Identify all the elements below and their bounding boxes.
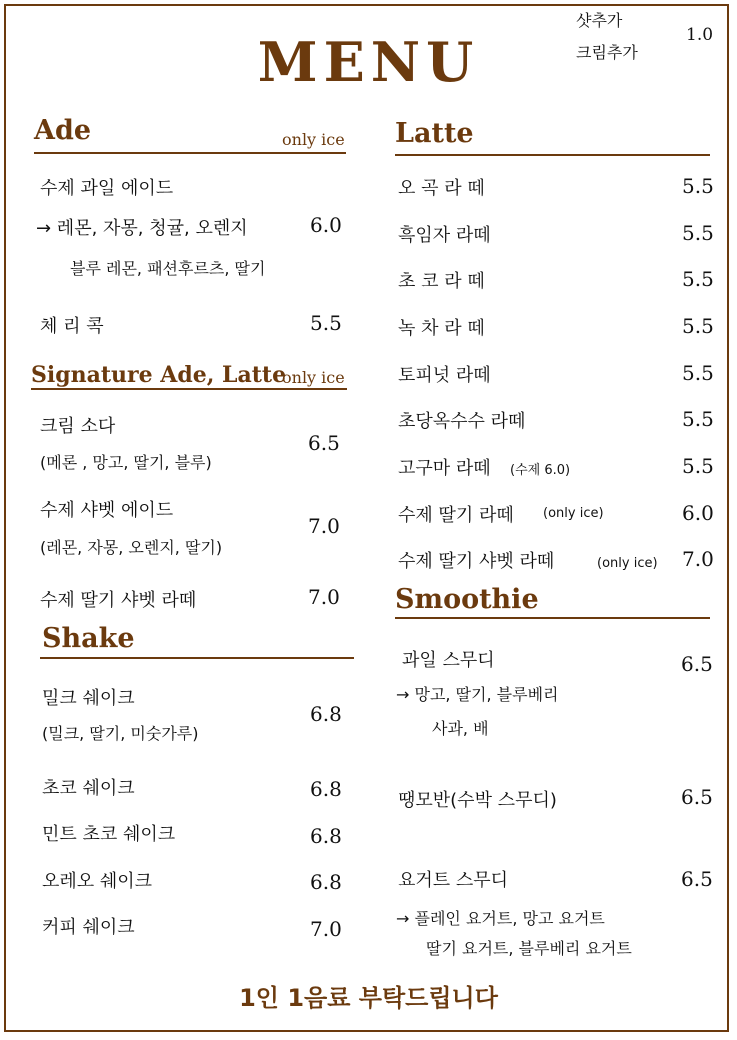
addon-cream: 크림추가 xyxy=(576,43,638,62)
sherbet-ade-options: (레몬, 자몽, 오렌지, 딸기) xyxy=(40,538,223,557)
fruit-smoothie-options-2: 사과, 배 xyxy=(432,719,489,738)
sherbet-ade-price: 7.0 xyxy=(308,514,340,538)
section-heading-smoothie: Smoothie xyxy=(395,584,539,615)
mint-choco-shake-name: 민트 초코 쉐이크 xyxy=(42,824,176,845)
footer-notice: 1인 1음료 부탁드립니다 xyxy=(239,984,498,1012)
latte-item-price: 5.5 xyxy=(682,221,714,245)
latte-item-name: 녹 차 라 떼 xyxy=(398,318,485,339)
latte-item-note: (only ice) xyxy=(597,556,658,571)
ade-only-ice-note: only ice xyxy=(282,130,345,149)
latte-item-name: 수제 딸기 샤벳 라떼 xyxy=(398,551,555,572)
section-heading-ade: Ade xyxy=(34,115,92,146)
smoothie-rule xyxy=(395,617,710,619)
yogurt-smoothie-price: 6.5 xyxy=(681,867,713,891)
signature-rule xyxy=(31,388,347,390)
latte-item-price: 7.0 xyxy=(682,547,714,571)
fruit-smoothie-name: 과일 스무디 xyxy=(402,650,495,671)
shake-rule xyxy=(40,657,354,659)
strawberry-sherbet-latte-name: 수제 딸기 샤벳 라떼 xyxy=(40,590,197,611)
coffee-shake-price: 7.0 xyxy=(310,917,342,941)
coffee-shake-name: 커피 쉐이크 xyxy=(42,917,135,938)
latte-item-name: 고구마 라떼 xyxy=(398,458,491,479)
fruit-smoothie-options: → 망고, 딸기, 블루베리 xyxy=(396,685,559,704)
latte-item-name: 오 곡 라 떼 xyxy=(398,178,485,199)
watermelon-smoothie-price: 6.5 xyxy=(681,785,713,809)
strawberry-sherbet-latte-price: 7.0 xyxy=(308,585,340,609)
signature-only-ice-note: only ice xyxy=(282,368,345,387)
ade-item-options-2: 블루 레몬, 패션후르츠, 딸기 xyxy=(70,259,266,278)
cherry-coke-name: 체 리 콕 xyxy=(40,316,104,337)
latte-item-price: 5.5 xyxy=(682,174,714,198)
yogurt-smoothie-options: → 플레인 요거트, 망고 요거트 xyxy=(396,909,605,928)
milk-shake-price: 6.8 xyxy=(310,702,342,726)
section-heading-shake: Shake xyxy=(42,623,135,654)
menu-title: MENU xyxy=(257,30,480,94)
latte-item-price: 5.5 xyxy=(682,361,714,385)
latte-item-price: 5.5 xyxy=(682,454,714,478)
addon-price: 1.0 xyxy=(686,25,714,45)
mint-choco-shake-price: 6.8 xyxy=(310,824,342,848)
latte-item-name: 초 코 라 떼 xyxy=(398,271,485,292)
sherbet-ade-name: 수제 샤벳 에이드 xyxy=(40,500,174,521)
latte-item-price: 5.5 xyxy=(682,407,714,431)
ade-item-name: 수제 과일 에이드 xyxy=(40,178,174,199)
cherry-coke-price: 5.5 xyxy=(310,311,342,335)
ade-item-price: 6.0 xyxy=(310,213,342,237)
latte-item-name: 수제 딸기 라떼 xyxy=(398,505,514,526)
latte-item-name: 초당옥수수 라떼 xyxy=(398,411,526,432)
latte-item-name: 토피넛 라떼 xyxy=(398,365,491,386)
oreo-shake-name: 오레오 쉐이크 xyxy=(42,871,153,892)
yogurt-smoothie-options-2: 딸기 요거트, 블루베리 요거트 xyxy=(426,939,632,958)
oreo-shake-price: 6.8 xyxy=(310,870,342,894)
ade-item-options: → 레몬, 자몽, 청귤, 오렌지 xyxy=(36,218,248,239)
section-heading-signature: Signature Ade, Latte xyxy=(31,362,287,388)
cream-soda-options: (메론 , 망고, 딸기, 블루) xyxy=(40,453,212,472)
addon-shot: 샷추가 xyxy=(576,11,623,30)
latte-rule xyxy=(395,154,710,156)
yogurt-smoothie-name: 요거트 스무디 xyxy=(398,870,509,891)
latte-item-price: 6.0 xyxy=(682,501,714,525)
watermelon-smoothie-name: 땡모반(수박 스무디) xyxy=(398,790,557,811)
ade-rule xyxy=(34,152,346,154)
latte-item-name: 흑임자 라떼 xyxy=(398,225,491,246)
latte-item-note: (only ice) xyxy=(543,506,604,521)
section-heading-latte: Latte xyxy=(395,118,474,149)
cream-soda-name: 크림 소다 xyxy=(40,416,116,437)
choco-shake-price: 6.8 xyxy=(310,777,342,801)
latte-item-price: 5.5 xyxy=(682,267,714,291)
latte-item-note: (수제 6.0) xyxy=(510,463,571,478)
cream-soda-price: 6.5 xyxy=(308,431,340,455)
milk-shake-options: (밀크, 딸기, 미숫가루) xyxy=(42,724,199,743)
fruit-smoothie-price: 6.5 xyxy=(681,652,713,676)
milk-shake-name: 밀크 쉐이크 xyxy=(42,688,135,709)
choco-shake-name: 초코 쉐이크 xyxy=(42,778,135,799)
latte-item-price: 5.5 xyxy=(682,314,714,338)
